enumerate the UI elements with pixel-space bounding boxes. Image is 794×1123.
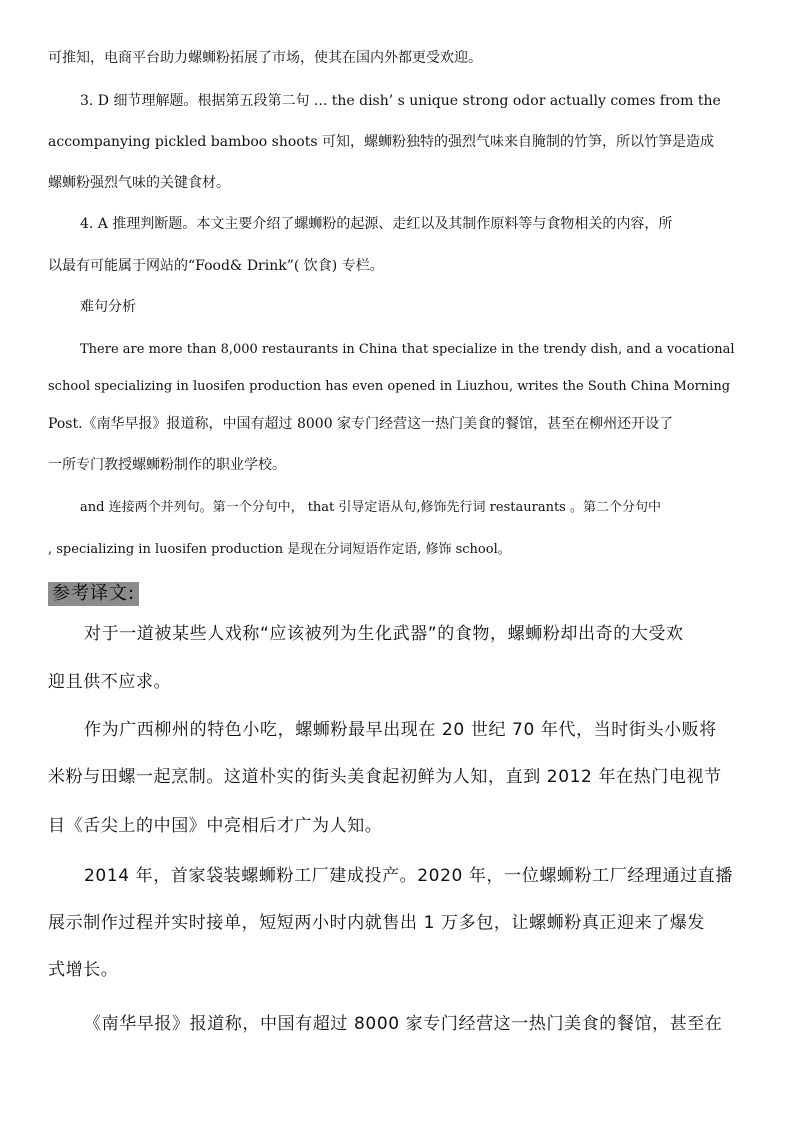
sentence-line-1: There are more than 8,000 restaurants in China that specialize in the trendy dish, and a vocational bbox=[80, 342, 735, 357]
sentence-line-4: 一所专门教授螺蛳粉制作的职业学校。 bbox=[48, 457, 286, 473]
translation-p1-line-1: 对于一道被某些人戏称“应该被列为生化武器”的食物，螺蛳粉却出奇的大受欢 bbox=[84, 624, 684, 644]
grammar-line-1: and 连接两个并列句。第一个分句中， that 引导定语从句,修饰先行词 restaurants 。第二个分句中 bbox=[80, 500, 661, 515]
answer-3-line-1: 3. D 细节理解题。根据第五段第二句 ... the dish’ s unique strong odor actually comes from the bbox=[80, 93, 721, 109]
translation-p2-line-3: 目《舌尖上的中国》中亮相后才广为人知。 bbox=[48, 816, 383, 836]
translation-p3-line-3: 式增长。 bbox=[48, 960, 119, 980]
answer-4-line-2: 以最有可能属于网站的“Food& Drink”( 饮食) 专栏。 bbox=[48, 258, 384, 274]
translation-heading: 参考译文: bbox=[48, 582, 139, 606]
grammar-line-2: , specializing in luosifen production 是现在分词短语作定语, 修饰 school。 bbox=[48, 542, 511, 557]
analysis-heading: 难句分析 bbox=[80, 299, 136, 315]
translation-p2-line-1: 作为广西柳州的特色小吃，螺蛳粉最早出现在 20 世纪 70 年代，当时街头小贩将 bbox=[84, 720, 717, 740]
answer-4-line-1: 4. A 推理判断题。本文主要介绍了螺蛳粉的起源、走红以及其制作原料等与食物相关的内容，所 bbox=[80, 216, 673, 232]
translation-p1-line-2: 迎且供不应求。 bbox=[48, 672, 172, 692]
answer-3-line-3: 螺蛳粉强烈气味的关键食材。 bbox=[48, 175, 230, 191]
translation-p2-line-2: 米粉与田螺一起烹制。这道朴实的街头美食起初鲜为人知，直到 2012 年在热门电视节 bbox=[48, 767, 722, 787]
answer-continuation: 可推知，电商平台助力螺蛳粉拓展了市场，使其在国内外都更受欢迎。 bbox=[48, 50, 482, 66]
sentence-line-2: school specializing in luosifen production has even opened in Liuzhou, writes the South China Morning bbox=[48, 379, 731, 394]
translation-p3-line-2: 展示制作过程并实时接单，短短两小时内就售出 1 万多包，让螺蛳粉真正迎来了爆发 bbox=[48, 913, 706, 933]
answer-3-line-2: accompanying pickled bamboo shoots 可知，螺蛳粉独特的强烈气味来自腌制的竹笋，所以竹笋是造成 bbox=[48, 134, 714, 150]
translation-p3-line-1: 2014 年，首家袋装螺蛳粉工厂建成投产。2020 年，一位螺蛳粉工厂经理通过直播 bbox=[84, 866, 733, 886]
sentence-line-3: Post.《南华早报》报道称，中国有超过 8000 家专门经营这一热门美食的餐馆，甚至在柳州还开设了 bbox=[48, 416, 674, 432]
translation-p4-line-1: 《南华早报》报道称，中国有超过 8000 家专门经营这一热门美食的餐馆，甚至在 bbox=[84, 1014, 723, 1034]
